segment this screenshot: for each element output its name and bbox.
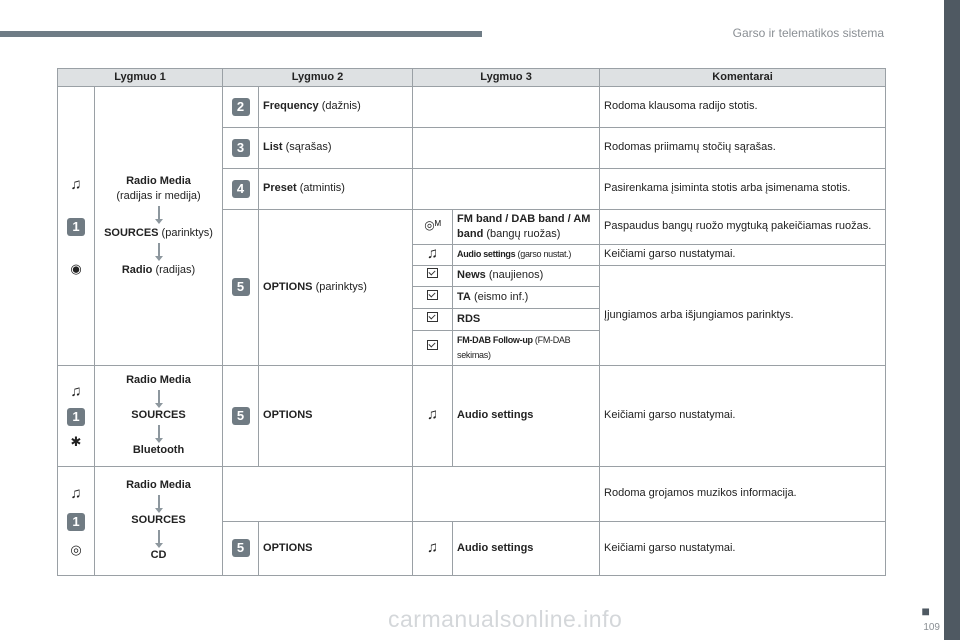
header-level3: Lygmuo 3 [413,69,600,87]
level3-empty [413,168,600,209]
comment-cell: Paspaudus bangų ruožo mygtuką pakeičiamas ruožas. [600,209,886,244]
comment-cell: Keičiami garso nustatymai. [600,521,886,575]
radio-media-label: Radio Media [126,479,191,492]
level1-icon-cell [58,86,95,365]
comment-cell: Keičiami garso nustatymai. [600,365,886,466]
list-sub: (sąrašas) [282,141,332,154]
badge-cell [223,521,259,575]
fm-am-icon: ◎ᴹ [424,218,441,233]
header-comments: Komentarai [600,69,886,87]
checkbox-icon [427,290,438,300]
preset-label: Preset [263,182,297,195]
level1-icon-cell [58,365,95,466]
music-icon-cell [413,365,453,466]
checkbox-icon-cell [413,330,453,365]
arrow-down-icon [158,495,160,509]
music-icon-cell [413,244,453,265]
level2-badge: 2 [232,98,250,116]
bluetooth-icon: ✱ [70,433,82,449]
sources-label: SOURCES [131,409,186,422]
arrow-down-icon [158,425,160,439]
arrow-down-icon [158,243,160,257]
news-sub: (naujienos) [485,269,544,282]
music-note-icon: ♫ [426,406,439,424]
radio-media-sub: (radijas ir medija) [116,189,201,202]
audio-settings-label: Audio settings [457,541,534,554]
header-level1: Lygmuo 1 [58,69,223,87]
comment-cell: Keičiami garso nustatymai. [600,244,886,265]
options-sub: (parinktys) [312,280,367,293]
comment-cell: Pasirenkama įsiminta stotis arba įsimenama stotis. [600,168,886,209]
radio-signal-icon: ◉ [70,260,82,276]
radio-media-label: Radio Media [126,175,191,187]
options-badge: 5 [232,407,250,425]
sources-sub: (parinktys) [158,226,213,239]
level3-empty [413,86,600,127]
cd-icon: ◎ [70,541,82,557]
fm-band-sub: (bangų ruožas) [483,227,561,240]
ta-cell [453,286,600,308]
fm-band-label: FM band / DAB band / AM band [457,213,591,240]
options-label: OPTIONS [263,409,313,422]
options-label: OPTIONS [263,541,313,554]
checkbox-icon-cell [413,265,453,286]
bluetooth-label: Bluetooth [132,443,185,456]
fm-dab-label: FM-DAB Follow-up [457,334,533,345]
level2-badge: 4 [232,180,250,198]
music-note-icon: ♫ [70,382,82,400]
badge-cell [223,365,259,466]
page-header-title: Garso ir telematikos sistema [732,26,884,40]
audio-settings-label: Audio settings [457,409,534,422]
radio-label: Radio [121,263,153,276]
level3-empty [413,466,600,521]
comment-cell: Rodoma klausoma radijo stotis. [600,86,886,127]
frequency-label: Frequency [263,100,319,113]
comment-cell: Įjungiamos arba išjungiamos parinktys. [600,265,886,365]
level2-cell [259,86,413,127]
options-badge: 5 [232,278,250,296]
music-note-icon: ♫ [426,538,439,556]
sources-label: SOURCES [131,514,186,527]
arrow-down-icon [158,390,160,404]
arrow-down-icon [158,206,160,220]
level1-icon-cell [58,466,95,575]
comment-cell: Rodoma grojamos muzikos informacija. [600,466,886,521]
audio-settings-label: Audio settings [457,249,516,260]
ta-sub: (eismo inf.) [470,290,529,303]
level2-cell [259,168,413,209]
music-note-icon: ♫ [426,245,439,263]
options-badge: 5 [232,539,250,557]
music-icon-cell [413,521,453,575]
checkbox-icon-cell [413,308,453,330]
badge-cell [223,127,259,168]
audio-settings-sub: (garso nustat.) [515,249,572,260]
level1-badge: 1 [67,513,85,531]
cd-label: CD [150,548,167,561]
level1-chain [95,466,223,575]
rds-cell [453,308,600,330]
table-row [58,365,886,466]
table-row [58,86,886,127]
sources-label: SOURCES [104,226,159,239]
options-cell [259,209,413,365]
page-marker: ■ [921,603,930,619]
checkbox-icon [427,312,438,322]
preset-sub: (atmintis) [296,182,345,195]
options-cell [259,521,413,575]
menu-table [57,68,886,576]
page-number: 109 [923,622,940,633]
level1-chain [95,86,223,365]
side-tab [944,0,960,640]
music-note-icon: ♫ [70,175,82,193]
music-note-icon: ♫ [70,484,82,502]
audio-settings-cell [453,244,600,265]
checkbox-icon [427,268,438,278]
arrow-down-icon [158,530,160,544]
rds-label: RDS [457,312,481,325]
audio-settings-cell [453,521,600,575]
badge-cell [223,86,259,127]
badge-cell [223,209,259,365]
level2-badge: 3 [232,139,250,157]
level1-badge: 1 [67,408,85,426]
checkbox-icon-cell [413,286,453,308]
badge-cell [223,168,259,209]
news-label: News [457,269,486,282]
fm-band-cell [453,209,600,244]
watermark: carmanualsonline.info [388,606,623,632]
level1-chain [95,365,223,466]
checkbox-icon [427,340,438,350]
news-cell [453,265,600,286]
radio-media-label: Radio Media [126,374,191,387]
audio-settings-cell [453,365,600,466]
table-header-row [58,69,886,87]
comment-cell: Rodomas priimamų stočių sąrašas. [600,127,886,168]
table-row [58,466,886,521]
header-level2: Lygmuo 2 [223,69,413,87]
frequency-sub: (dažnis) [318,100,361,113]
level2-cell [259,127,413,168]
fm-dab-sub: (FM-DAB sekimas) [457,334,571,360]
list-label: List [263,141,283,154]
header-bar [0,31,482,37]
level1-badge: 1 [67,218,85,236]
ta-label: TA [457,290,471,303]
level3-empty [413,127,600,168]
options-label: OPTIONS [263,280,313,293]
fm-dab-cell [453,330,600,365]
level2-empty [223,466,413,521]
options-cell [259,365,413,466]
radio-sub: (radijas) [152,263,196,276]
fm-am-icon-cell [413,209,453,244]
